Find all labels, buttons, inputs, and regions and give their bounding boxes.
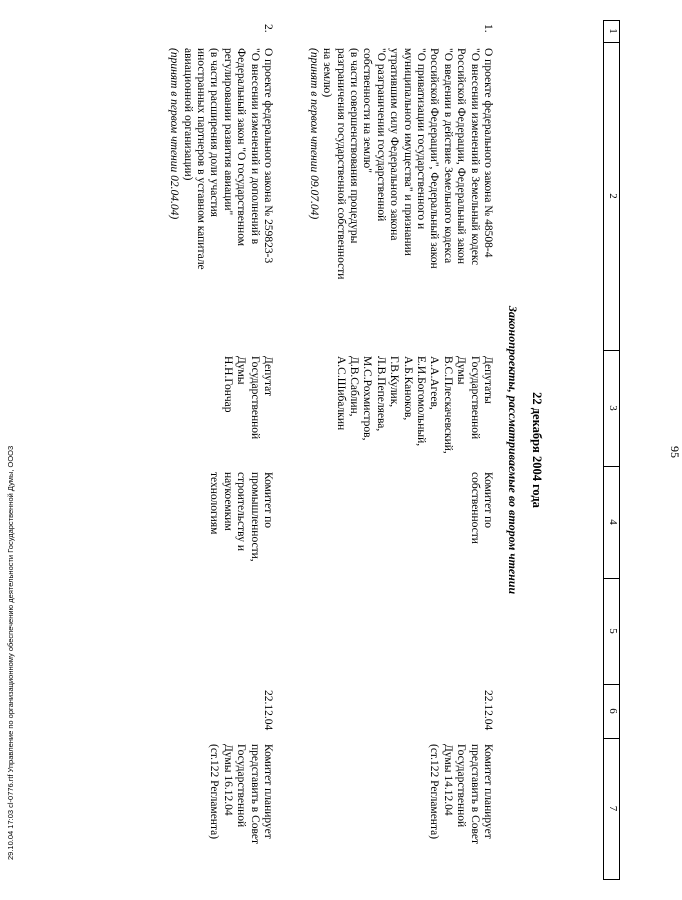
- plan-line: Государственной: [455, 744, 468, 828]
- title-line: (в части совершенствования процедуры: [347, 48, 360, 244]
- author-line: Думы: [235, 356, 248, 385]
- column-number: 4: [607, 519, 619, 525]
- plan-line: Комитет планирует: [262, 744, 274, 839]
- author-line: Н.Н.Гончар: [221, 356, 234, 413]
- title-line: О проекте федерального закона № 259823-3: [262, 48, 274, 264]
- row-number: 2.: [262, 24, 274, 33]
- committee-line: Комитет по: [482, 472, 494, 528]
- author-line: Г.В.Кулик,: [388, 356, 401, 408]
- row-number: 1.: [482, 24, 494, 33]
- committee-line: строительству и: [235, 472, 248, 551]
- author-line: Депутаты: [482, 356, 494, 404]
- review-date: 22.12.04: [262, 690, 274, 731]
- plan-line: представить в Совет: [248, 744, 261, 845]
- title-line: муниципального имущества" и признании: [401, 48, 414, 256]
- first-reading-note: (принят в первом чтении 09.07.04): [307, 48, 320, 220]
- first-reading-note: (принят в первом чтении 02.04.04): [168, 48, 181, 220]
- author-line: Д.В.Саблин,: [347, 356, 360, 417]
- table-header-border: [603, 20, 604, 880]
- plan-line: (ст.122 Регламента): [208, 744, 221, 840]
- column-number: 5: [607, 628, 619, 634]
- col-divider: [604, 879, 620, 880]
- author-line: Е.И.Богомольный,: [414, 356, 427, 447]
- title-line: "О разграничении государственной: [374, 48, 387, 222]
- column-number: 2: [607, 193, 619, 199]
- footer-text: 29.10.04 17:03 cl-0776.rtf Управление по организационному обеспечению деятельности Государственной Думы, ООО3: [6, 445, 15, 860]
- author-line: А.Б.Каноков,: [401, 356, 414, 421]
- committee-line: Комитет по: [262, 472, 274, 528]
- plan-line: представить в Совет: [468, 744, 481, 845]
- title-line: иностранных партнеров в уставном капитале: [194, 48, 207, 270]
- law-title: [306, 48, 494, 279]
- committee: [207, 472, 274, 562]
- column-number: 3: [607, 405, 619, 411]
- section-heading: Законопроекты, рассматриваемые во втором чтении: [506, 305, 520, 595]
- title-line: Российской Федерации, Федеральный закон: [455, 48, 468, 265]
- plan-line: Думы 14.12.04: [441, 744, 454, 816]
- committee: [467, 472, 494, 544]
- title-line: "О внесении изменений в Земельный кодекс: [468, 48, 481, 266]
- law-title: [167, 48, 274, 270]
- author-line: Думы: [455, 356, 468, 385]
- author-line: Депутат: [262, 356, 274, 396]
- title-line: О проекте федерального закона № 48508-4: [482, 48, 494, 258]
- title-line: разграничения государственной собственности: [334, 48, 347, 280]
- title-line: (в части расширения доли участия: [208, 48, 221, 217]
- plan-line: Государственной: [235, 744, 248, 828]
- authors: [333, 356, 494, 454]
- title-line: на землю): [321, 48, 334, 98]
- column-number: 7: [607, 805, 619, 812]
- column-number: 6: [607, 708, 619, 714]
- author-line: Л.В.Пепеляева,: [374, 356, 387, 432]
- title-line: регулировании развития авиации": [221, 48, 234, 216]
- title-line: "О внесении изменений и дополнений в: [248, 48, 261, 245]
- committee-line: технологиям: [208, 472, 221, 535]
- author-line: А.А.Агеев,: [428, 356, 441, 410]
- table-top-border: [619, 20, 620, 880]
- column-number: 1: [607, 28, 619, 34]
- review-date: 22.12.04: [482, 690, 494, 731]
- title-line: Российской Федерации", Федеральный закон: [428, 48, 441, 269]
- date-heading: 22 декабря 2004 года: [530, 392, 544, 508]
- title-line: Федеральный закон "О государственном: [235, 48, 248, 247]
- author-line: В.С.Плескачевский,: [441, 356, 454, 454]
- page-number-label: 95: [668, 446, 682, 458]
- plan-note: [427, 744, 494, 844]
- author-line: Государственной: [468, 356, 481, 440]
- plan-line: Думы 16.12.04: [221, 744, 234, 816]
- plan-line: (ст.122 Регламента): [428, 744, 441, 840]
- title-line: "О введении в действие Земельного кодекса: [441, 48, 454, 264]
- authors: [220, 356, 274, 439]
- committee-line: собственности: [468, 472, 481, 544]
- title-line: утратившим силу Федерального закона: [388, 48, 401, 241]
- title-line: "О приватизации государственного и: [414, 48, 427, 230]
- author-line: Государственной: [248, 356, 261, 440]
- plan-line: Комитет планирует: [482, 744, 494, 839]
- title-line: авиационной организации): [181, 48, 194, 181]
- rotated-page: [20, 20, 682, 880]
- committee-line: наукоемким: [221, 472, 234, 531]
- author-line: А.С.Шибалкин: [334, 356, 347, 431]
- author-line: М.С.Рохмистров,: [361, 356, 374, 441]
- plan-note: [207, 744, 274, 844]
- title-line: собственности на землю": [361, 48, 374, 173]
- committee-line: промышленности,: [248, 472, 261, 562]
